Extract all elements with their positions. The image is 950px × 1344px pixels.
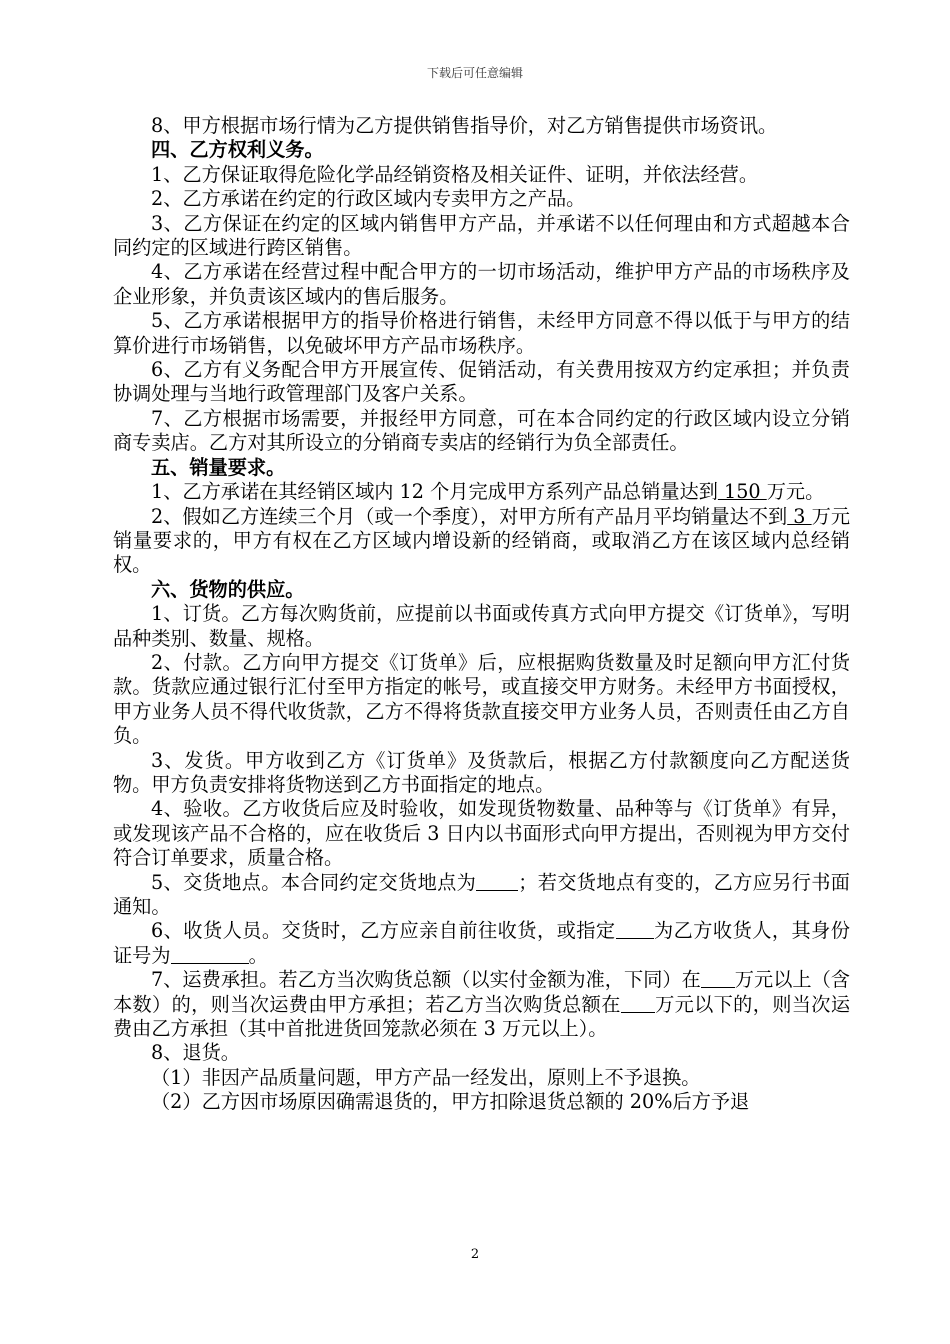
- receiver-text: 6、收货人员。交货时，乙方应亲自前往收货，或指定: [151, 919, 616, 943]
- paragraph-jia-8: 8、甲方根据市场行情为乙方提供销售指导价，对乙方销售提供市场资讯。: [151, 114, 778, 137]
- receiver-end: 。: [248, 943, 268, 967]
- page-number: 2: [470, 1247, 480, 1262]
- sales-target-value: 150: [717, 480, 767, 504]
- paragraph-yi-7: 7、乙方根据市场需要，并报经甲方同意，可在本合同约定的行政区域内设立分销商专卖店。乙方对其所设立的分销商专卖店的经销行为负全部责任。: [113, 406, 850, 455]
- supply-freight: [113, 968, 850, 1041]
- supply-payment-a: 2、付款。乙方向甲方提交《订货单》后，应根据购货数量及时足额向甲方汇付货款。货款应通过银行汇付至甲方指定的帐号，或直接交甲方财务。: [113, 650, 850, 699]
- supply-shipping: 3、发货。甲方收到乙方《订货单》及货款后，根据乙方付款额度向乙方配送货物。甲方负责安排将货物送到乙方书面指定的地点。: [113, 748, 850, 796]
- freight-text-a: 7、运费承担。若乙方当次购货总额（以实付金额为准，下同）在: [151, 968, 701, 992]
- delivery-location-blank: [476, 872, 518, 891]
- supply-order: 1、订货。乙方每次购货前，应提前以书面或传真方式向甲方提交《订货单》，写明品种类别、数量、规格。: [113, 602, 850, 650]
- supply-inspection: 4、验收。乙方收货后应及时验收，如发现货物数量、品种等与《订货单》有异，或发现该产品不合格的，应在收货后 3 日内以书面形式向甲方提出，否则视为甲方交付符合订单要求，质量合格。: [113, 797, 850, 870]
- delivery-location-rest: ；若交货地点有变的，乙方应另行书面通知。: [113, 870, 850, 918]
- receiver-id-blank: [171, 945, 249, 964]
- receiver-id-text: 为乙方收货人，其身份证号为: [113, 919, 850, 967]
- supply-payment: [113, 651, 850, 749]
- paragraph-yi-4: 4、乙方承诺在经营过程中配合甲方的一切市场活动，维护甲方产品的市场秩序及企业形象，并负责该区域内的售后服务。: [113, 260, 850, 308]
- supply-return: 8、退货。: [151, 1041, 240, 1065]
- sales-minimum-value: 3: [787, 504, 812, 528]
- paragraph-yi-1: 1、乙方保证取得危险化学品经销资格及相关证件、证明，并依法经营。: [151, 162, 759, 186]
- supply-return-2: （2）乙方因市场原因确需退货的，甲方扣除退货总额的 20%后方予退: [151, 1090, 750, 1114]
- freight-threshold-blank-2: [621, 994, 655, 1013]
- supply-delivery-location: [113, 871, 850, 920]
- sales-1-unit: 万元。: [766, 480, 825, 504]
- paragraph-yi-5: 5、乙方承诺根据甲方的指导价格进行销售，未经甲方同意不得以低于与甲方的结算价进行市场销售，以免破坏甲方产品市场秩序。: [113, 309, 850, 357]
- sales-2-rest: 万元销量要求的，甲方有权在乙方区域内增设新的经销商，或取消乙方在该区域内总经销权。: [113, 504, 851, 577]
- sales-1-text: 1、乙方承诺在其经销区域内 12 个月完成甲方系列产品总销量达到: [151, 480, 718, 504]
- page-header: 下载后可任意编辑: [426, 66, 523, 80]
- sales-2-text: 2、假如乙方连续三个月（或一个季度），对甲方所有产品月平均销量达不到: [151, 504, 788, 528]
- sales-requirement-2: [113, 505, 850, 578]
- paragraph-yi-6: 6、乙方有义务配合甲方开展宣传、促销活动，有关费用按双方约定承担；并负责协调处理与当地行政管理部门及客户关系。: [113, 358, 850, 406]
- sales-requirement-1: [113, 480, 850, 504]
- delivery-location-text: 5、交货地点。本合同约定交货地点为: [151, 870, 477, 894]
- section-heading-5: 五、销量要求。: [151, 455, 286, 479]
- section-heading-4: 四、乙方权利义务。: [151, 138, 324, 162]
- paragraph-yi-3: 3、乙方保证在约定的区域内销售甲方产品，并承诺不以任何理由和方式超越本合同约定的区域进行跨区销售。: [113, 211, 850, 260]
- freight-text-c: 万元以下的，则当次运费由乙方承担（其中首批进货回笼款必须在 3 万元以上）。: [113, 992, 851, 1041]
- paragraph-yi-2: 2、乙方承诺在约定的行政区域内专卖甲方之产品。: [151, 187, 586, 211]
- contract-body: [113, 114, 850, 1115]
- section-heading-6: 六、货物的供应。: [151, 577, 305, 601]
- supply-payment-b: 未经甲方书面授权，甲方业务人员不得代收货款，乙方不得将货款直接交甲方业务人员，否则责任由乙方自负。: [113, 675, 850, 748]
- freight-text-b: 万元以上（含本数）的，则当次运费由甲方承担；若乙方当次购货总额在: [113, 968, 850, 1016]
- freight-threshold-blank-1: [701, 969, 735, 988]
- supply-return-1: （1）非因产品质量问题，甲方产品一经发出，原则上不予退换。: [151, 1065, 701, 1089]
- supply-receiver: [113, 919, 850, 968]
- receiver-name-blank: [616, 920, 654, 939]
